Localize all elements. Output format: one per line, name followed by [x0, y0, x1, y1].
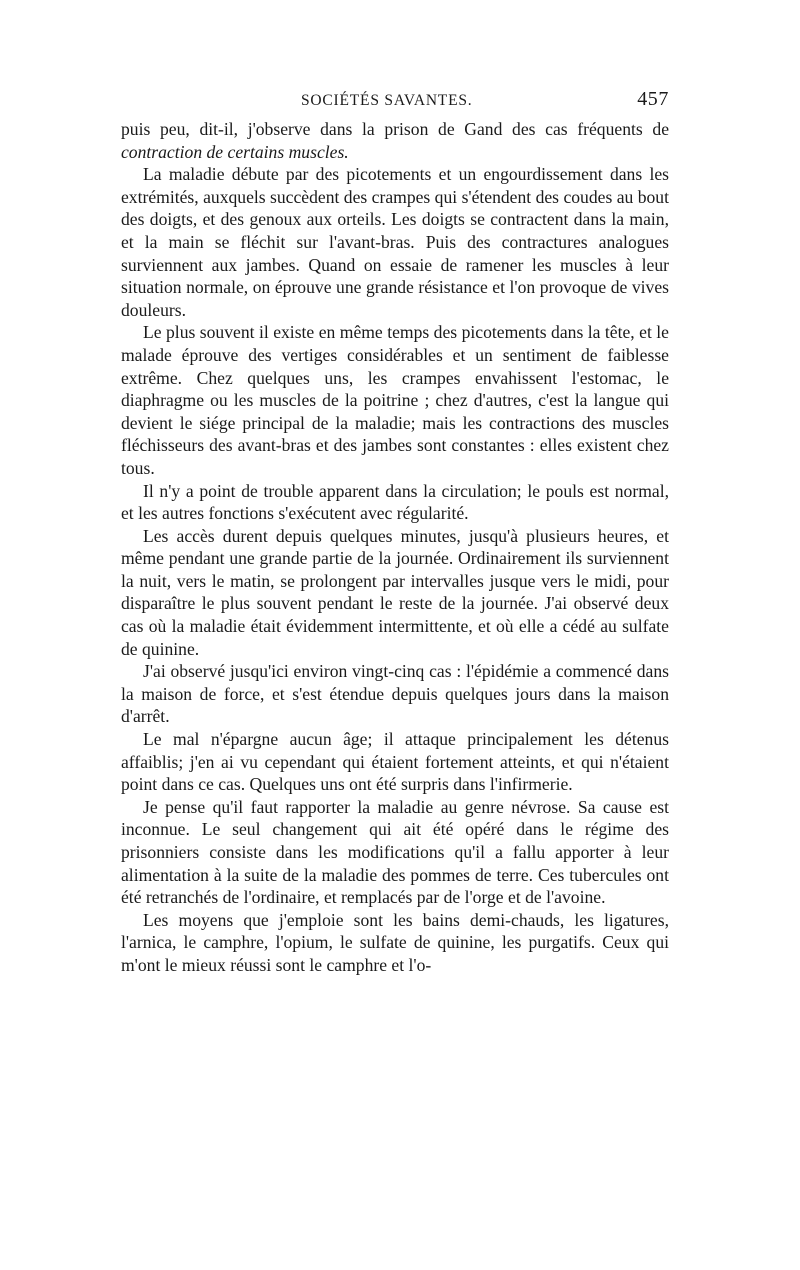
paragraph: Les accès durent depuis quelques minutes, jusqu'à plusieurs heures, et même pendant une grande partie de la journée. Ordinairement ils surviennent la nuit, vers le matin, se prolongent par intervalles jusque vers le midi, pour disparaître le plus souvent pendant le reste de la journée. J'ai observé deux cas où la maladie était évidemment intermittente, et où elle a cédé au sulfate de quinine.: [121, 525, 669, 659]
paragraph: La maladie débute par des picotements et un engourdissement dans les extrémités, auxquels succèdent des crampes qui s'étendent des coudes au bout des doigts, et des genoux aux orteils. Les doigts se contractent dans la main, et la main se fléchit sur l'avant-bras. Puis des contractures analogues surviennent aux jambes. Quand on essaie de ramener les muscles à leur situation normale, on éprouve une grande résistance et l'on provoque de vives douleurs.: [121, 164, 669, 320]
paragraph: Le plus souvent il existe en même temps des picotements dans la tête, et le malade éprouve des vertiges considérables et un sentiment de faiblesse extrême. Chez quelques uns, les crampes envahissent l'estomac, le diaphragme ou les muscles de la poitrine ; chez d'autres, c'est la langue qui devient le siége principal de la maladie; mais les contractions des muscles fléchisseurs des avant-bras et des jambes sont constantes : elles existent chez tous.: [121, 322, 669, 478]
page-header: [121, 88, 669, 118]
paragraph: Le mal n'épargne aucun âge; il attaque principalement les détenus affaiblis; j'en ai vu cependant qui étaient fortement atteints, et qui n'étaient point dans ce cas. Quelques uns ont été surpris dans l'infirmerie.: [121, 729, 669, 795]
running-head: SOCIÉTÉS SAVANTES.: [301, 92, 473, 109]
book-page: [121, 88, 669, 977]
paragraph: [121, 118, 669, 163]
page-number: 457: [637, 88, 669, 110]
body-text: [121, 118, 669, 977]
paragraph: Je pense qu'il faut rapporter la maladie au genre névrose. Sa cause est inconnue. Le seul changement qui ait été opéré dans le régime des prisonniers consiste dans les modifications qu'il a fallu apporter à leur alimentation à la suite de la maladie des pommes de terre. Ces tubercules ont été retranchés de l'ordinaire, et remplacés par de l'orge et de l'avoine.: [121, 796, 669, 908]
paragraph: Il n'y a point de trouble apparent dans la circulation; le pouls est normal, et les autres fonctions s'exécutent avec régularité.: [121, 480, 669, 524]
paragraph: Les moyens que j'emploie sont les bains demi-chauds, les ligatures, l'arnica, le camphre, l'opium, le sulfate de quinine, les purgatifs. Ceux qui m'ont le mieux réussi sont le camphre et l'o-: [121, 909, 669, 975]
paragraph: J'ai observé jusqu'ici environ vingt-cinq cas : l'épidémie a commencé dans la maison de force, et s'est étendue depuis quelques jours dans la maison d'arrêt.: [121, 661, 669, 727]
emphasized-text: contraction de certains muscles.: [121, 141, 349, 162]
paragraph-text: puis peu, dit-il, j'observe dans la prison de Gand des cas fréquents de: [121, 119, 669, 139]
